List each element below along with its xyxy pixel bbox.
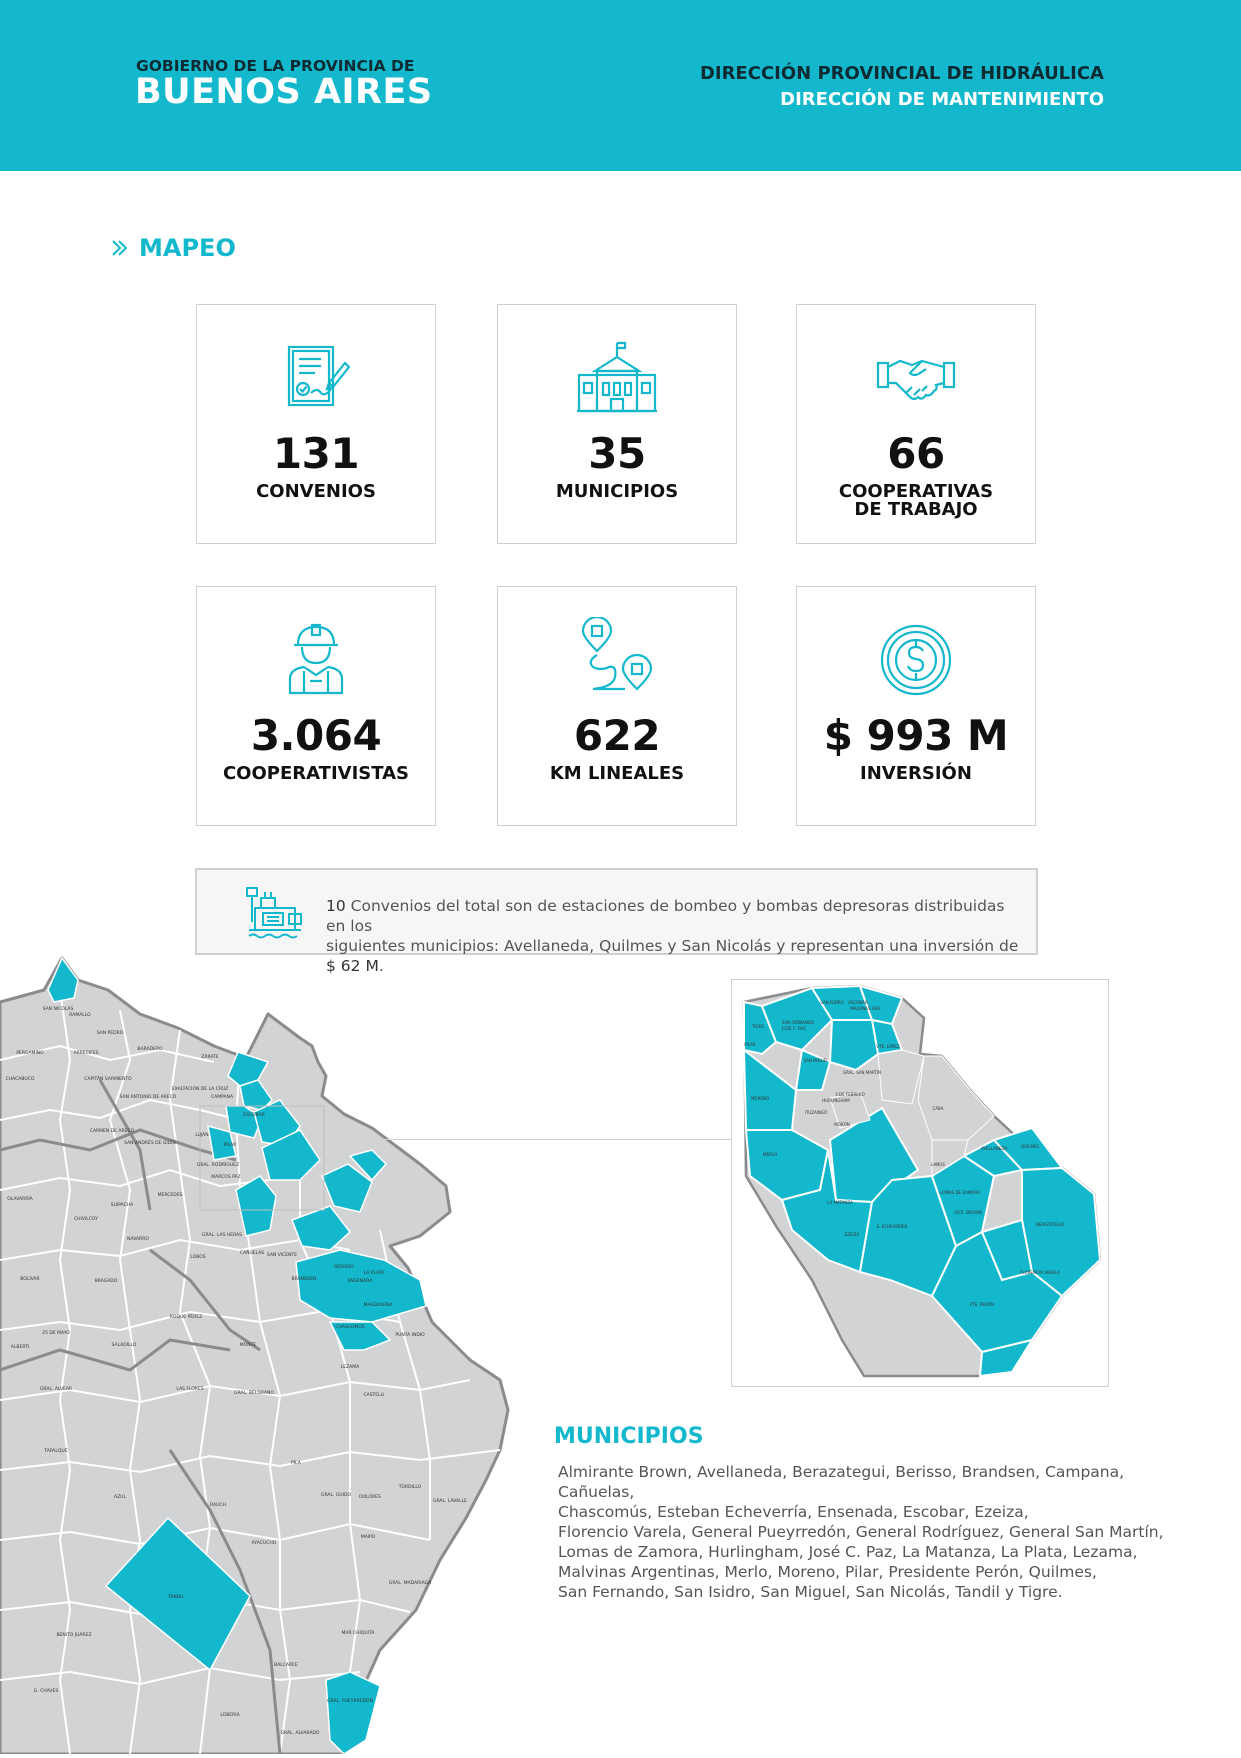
map-district-label: LOBERÍA — [220, 1713, 240, 1718]
inset-district-label: MORÓN — [834, 1122, 850, 1127]
map-district-label: MARCOS PAZ — [211, 1175, 241, 1180]
inset-district-label: MALVINAS ARG. — [850, 1006, 882, 1011]
double-chevron-icon — [111, 238, 131, 258]
inset-district-label: GRAL. SAN MARTÍN — [842, 1070, 882, 1075]
inset-district-label: JOSÉ C. PAZ — [782, 1026, 806, 1031]
map-district-label: ZÁRATE — [201, 1055, 219, 1060]
map-district-label: GRAL. ALVARADO — [280, 1731, 320, 1736]
map-district-label: GRAL. MADARIAGA — [388, 1581, 432, 1586]
map-district-label: 25 DE MAYO — [42, 1331, 70, 1336]
inset-district-label: SAN ISIDRO — [820, 1000, 844, 1005]
stat-value: 3.064 — [250, 711, 382, 760]
map-district-label: CHACABUCO — [5, 1077, 35, 1082]
stat-label — [797, 483, 1035, 519]
stat-label — [498, 765, 736, 783]
inset-district-label: SAN FERNANDO — [781, 1020, 815, 1025]
inset-district-label: CABA — [932, 1106, 944, 1111]
municipios-line: Lomas de Zamora, Hurlingham, José C. Paz, La Matanza, La Plata, Lezama, — [558, 1543, 1138, 1561]
inset-district-label: ITUZAINGÓ — [804, 1110, 828, 1115]
map-district-label: PILA — [291, 1461, 301, 1466]
header-banner — [0, 0, 1241, 171]
stat-card-cooperativas — [796, 304, 1036, 544]
logo-title: BUENOS AIRES — [135, 72, 433, 112]
map-district-label: MONTE — [239, 1343, 257, 1348]
map-district-label: ESCOBAR — [243, 1113, 265, 1118]
map-district-label: BOLÍVAR — [20, 1277, 40, 1282]
map-district-label: PILAR — [223, 1143, 237, 1148]
municipal-building-icon — [575, 341, 659, 415]
map-district-label: ROQUE PÉREZ — [169, 1315, 203, 1320]
map-district-label: G. CHAVES — [33, 1689, 59, 1694]
stat-label-line1: COOPERATIVISTAS — [222, 763, 410, 784]
district-gral-pueyrredon — [326, 1672, 380, 1754]
inset-district-label: SAN MIGUEL — [803, 1058, 829, 1063]
map-district-label: BERISSO — [334, 1265, 354, 1270]
inset-district-label: E. ECHEVERRÍA — [876, 1224, 908, 1229]
inset-district-label: ALTE. BROWN — [954, 1210, 982, 1215]
stat-label-line1: INVERSIÓN — [860, 763, 972, 784]
stat-label-line1: KM LINEALES — [549, 763, 685, 784]
inset-district-label: EZEIZA — [844, 1232, 860, 1237]
map-district-label: CASTELLI — [363, 1393, 385, 1398]
map-district-label: CARMEN DE ARECO — [89, 1129, 135, 1134]
stat-card-cooperativistas — [196, 586, 436, 826]
inset-district-label: ESCOBAR — [848, 1000, 868, 1005]
map-district-label: BENITO JUÁREZ — [56, 1633, 92, 1638]
inset-district-label: LANÚS — [931, 1162, 945, 1167]
municipios-title: MUNICIPIOS — [554, 1424, 704, 1449]
inset-district-label: AVELLANEDA — [980, 1146, 1008, 1151]
amba-inset-svg — [732, 980, 1109, 1387]
pump-station-icon — [245, 886, 303, 942]
map-district-label: LA PLATA — [363, 1271, 385, 1276]
inset-district-label: LA MATANZA — [827, 1200, 853, 1205]
map-district-label: RAUCH — [210, 1503, 226, 1508]
stat-value: 66 — [887, 429, 945, 478]
map-district-label: BALCARCE — [274, 1663, 298, 1668]
map-district-label: BARADERO — [137, 1047, 163, 1052]
stat-value: 35 — [588, 429, 646, 478]
inset-district-label: LOMAS DE ZAMORA — [940, 1190, 980, 1195]
note-line2-end: . — [378, 957, 384, 975]
municipios-line: San Fernando, San Isidro, San Miguel, San Nicolás, Tandil y Tigre. — [558, 1583, 1063, 1601]
map-district-label: OLAVARRÍA — [7, 1197, 33, 1202]
municipios-line: Chascomús, Esteban Echeverría, Ensenada, Escobar, Ezeiza, — [558, 1503, 1029, 1521]
map-district-label: SAN VICENTE — [266, 1253, 298, 1258]
stat-card-km-lineales — [497, 586, 737, 826]
map-district-label: PUNTA INDIO — [395, 1333, 425, 1338]
map-district-label: LAS FLORES — [176, 1387, 204, 1392]
map-district-label: GRAL. RODRÍGUEZ — [196, 1163, 240, 1168]
inset-district-label: 3 DE FEBRERO — [835, 1092, 865, 1097]
map-district-label: EXALTACIÓN DE LA CRUZ — [171, 1087, 229, 1092]
municipios-list — [558, 1462, 1178, 1602]
inset-district-label: BERAZATEGUI — [1036, 1222, 1064, 1227]
municipios-line: Almirante Brown, Avellaneda, Berazategui, Berisso, Brandsen, Campana, Cañuelas, — [558, 1463, 1125, 1501]
pumping-stations-note — [195, 868, 1038, 975]
map-district-label: ENSENADA — [347, 1279, 373, 1284]
province-map-svg — [0, 950, 520, 1754]
inset-district-label: QUILMES — [1020, 1144, 1040, 1149]
map-district-label: RAMALLO — [69, 1013, 91, 1018]
map-district-label: CAMPANA — [210, 1095, 234, 1100]
note-line1: Convenios del total son de estaciones de bombeo y bombas depresoras distribuidas en los — [326, 897, 1005, 935]
stat-label — [197, 483, 435, 501]
map-district-label: CAPITÁN SARMIENTO — [84, 1077, 132, 1082]
map-district-label: ALBERTI — [10, 1345, 30, 1350]
map-district-label: GRAL. ALVEAR — [39, 1387, 73, 1392]
stat-card-municipios — [497, 304, 737, 544]
stat-card-inversion — [796, 586, 1036, 826]
map-district-label: CHASCOMÚS — [335, 1325, 365, 1330]
map-district-label: LOBOS — [190, 1255, 206, 1260]
map-district-label: TAPALQUÉ — [44, 1449, 68, 1454]
map-district-label: SAN NICOLÁS — [42, 1007, 74, 1012]
map-district-label: AZUL — [114, 1495, 126, 1500]
municipios-line: Florencio Varela, General Pueyrredón, General Rodríguez, General San Martín, — [558, 1523, 1164, 1541]
stat-label — [498, 483, 736, 501]
inset-district-label: PTE. PERÓN — [970, 1302, 994, 1307]
inset-district-label: PILAR — [744, 1042, 756, 1047]
map-district-label: SALADILLO — [111, 1343, 137, 1348]
map-district-label: TORDILLO — [398, 1485, 422, 1490]
province-map — [0, 950, 520, 1754]
header-direction-maintenance: DIRECCIÓN DE MANTENIMIENTO — [780, 89, 1104, 110]
worker-icon — [284, 623, 348, 695]
stat-label-line2: DE TRABAJO — [854, 499, 978, 520]
section-title — [111, 234, 236, 262]
map-district-label: BRAGADO — [94, 1279, 118, 1284]
map-district-label: LUJÁN — [195, 1133, 209, 1138]
section-title-text: MAPEO — [139, 234, 236, 262]
inset-connector-line — [320, 1139, 731, 1140]
stat-label — [797, 765, 1035, 783]
map-district-label: DOLORES — [359, 1495, 381, 1500]
stat-label-line1: COOPERATIVAS — [838, 481, 994, 502]
stat-value: 622 — [573, 711, 661, 760]
stat-label — [197, 765, 435, 783]
inset-district-label: VTE. LÓPEZ — [876, 1044, 900, 1049]
inset-district-label: MERLO — [763, 1152, 777, 1157]
map-district-label: CHIVILCOY — [74, 1217, 98, 1222]
route-pins-icon — [579, 617, 655, 693]
map-district-label: AYACUCHO — [251, 1541, 277, 1546]
map-district-label: SAN ANDRÉS DE GILES — [124, 1141, 176, 1146]
stat-card-convenios — [196, 304, 436, 544]
dollar-coin-icon — [879, 623, 953, 697]
map-district-label: MAGDALENA — [363, 1303, 393, 1308]
logo-subtitle: GOBIERNO DE LA PROVINCIA DE — [136, 57, 415, 75]
inset-district-label: HURLINGHAM — [822, 1098, 850, 1103]
map-district-label: GRAL. BELGRANO — [234, 1391, 274, 1396]
stat-value: $ 993 M — [823, 711, 1009, 760]
contract-icon — [281, 341, 351, 411]
municipios-line: Malvinas Argentinas, Merlo, Moreno, Pilar, Presidente Perón, Quilmes, — [558, 1563, 1097, 1581]
note-count: 10 — [326, 897, 346, 915]
amba-inset-map — [731, 979, 1109, 1387]
stat-label-line1: CONVENIOS — [256, 481, 376, 502]
map-district-label: MAIPÚ — [360, 1535, 376, 1540]
map-district-label: SUIPACHA — [110, 1203, 134, 1208]
inset-district-label: TIGRE — [751, 1024, 765, 1029]
map-district-label: SAN ANTONIO DE ARECO — [119, 1095, 177, 1100]
map-district-label: SAN PEDRO — [96, 1031, 124, 1036]
note-line2: siguientes municipios: Avellaneda, Quilmes y San Nicolás y representan una inversión de — [326, 937, 1019, 955]
map-district-label: TANDIL — [167, 1595, 185, 1600]
map-district-label: MAR CHIQUITA — [341, 1631, 375, 1636]
handshake-icon — [876, 349, 956, 409]
inset-district-label: MORENO — [750, 1096, 770, 1101]
map-district-label: LEZAMA — [340, 1365, 360, 1370]
stat-label-line1: MUNICIPIOS — [555, 481, 679, 502]
header-direction-provincial: DIRECCIÓN PROVINCIAL DE HIDRÁULICA — [699, 63, 1104, 84]
district-san-nicolas — [48, 958, 78, 1002]
map-district-label: MERCEDES — [157, 1193, 183, 1198]
map-district-label: NAVARRO — [127, 1237, 149, 1242]
note-amount: $ 62 M — [326, 957, 379, 975]
map-district-label: GRAL. PUEYRREDÓN — [327, 1699, 373, 1704]
map-district-label: GRAL. LAS HERAS — [202, 1233, 242, 1238]
stat-value: 131 — [272, 429, 360, 478]
map-district-label: BRANDSEN — [291, 1277, 317, 1282]
map-district-label: ARRECIFES — [73, 1051, 99, 1056]
map-district-label: PERGAMINO — [16, 1051, 44, 1056]
map-district-label: CAÑUELAS — [239, 1251, 265, 1256]
inset-district-label: FLORENCIO VARELA — [1020, 1270, 1060, 1275]
map-district-label: GRAL. LAVALLE — [432, 1499, 468, 1504]
map-district-label: GRAL. GUIDO — [321, 1493, 351, 1498]
